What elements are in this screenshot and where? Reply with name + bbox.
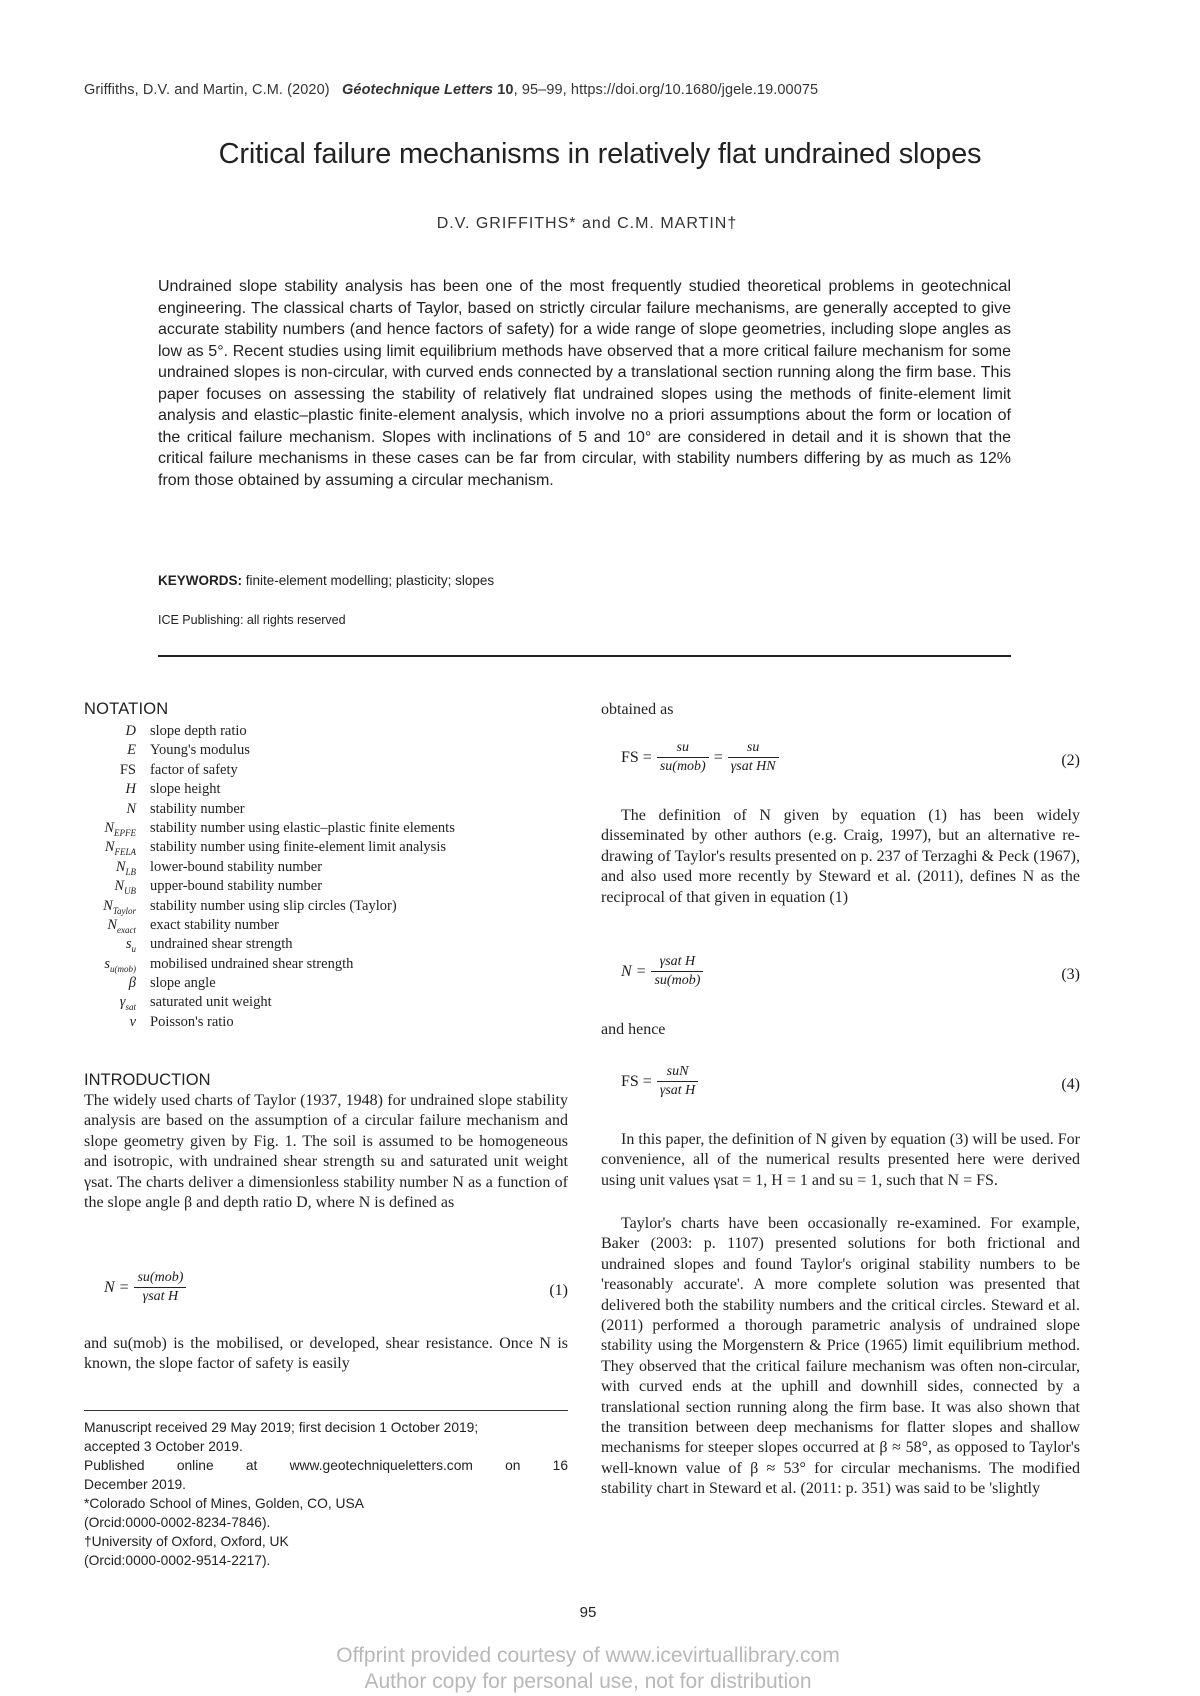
- notation-symbol: β: [128, 975, 136, 992]
- notation-item: [84, 723, 568, 742]
- manuscript-received: Manuscript received 29 May 2019; first decision 1 October 2019;: [84, 1420, 479, 1435]
- paper-title: Critical failure mechanisms in relatively flat undrained slopes: [218, 138, 982, 170]
- definition-used-paragraph: In this paper, the definition of N given by equation (3) will be used. For convenience, all of the numerical results presented here were derived using unit values γsat = 1, H = 1 and su = 1, such that N = FS.: [601, 1131, 1080, 1189]
- notation-symbol: $s_u$: [125, 936, 136, 955]
- eq3-number: (3): [1061, 966, 1080, 983]
- notation-item: [84, 820, 568, 839]
- notation-item: [84, 859, 568, 878]
- published-date: December 2019.: [84, 1477, 187, 1492]
- notation-description: factor of safety: [150, 761, 238, 778]
- notation-item: [84, 956, 568, 975]
- footnotes: [84, 1418, 568, 1570]
- eq1-numerator: su(mob): [134, 1270, 186, 1288]
- keywords-label: KEYWORDS:: [158, 573, 242, 588]
- notation-description: saturated unit weight: [150, 994, 272, 1011]
- eq2-denominator-1: su(mob): [659, 759, 706, 774]
- affiliation-2: †University of Oxford, Oxford, UK: [84, 1534, 289, 1549]
- introduction-heading: INTRODUCTION: [84, 1071, 211, 1089]
- notation-description: undrained shear strength: [150, 936, 293, 953]
- notation-item: [84, 781, 568, 800]
- journal-volume: 10: [497, 82, 514, 98]
- notation-description: slope depth ratio: [150, 723, 247, 739]
- notation-heading: NOTATION: [84, 700, 169, 718]
- taylor-reexamined-paragraph: Taylor's charts have been occasionally re-examined. For example, Baker (2003: p. 1107) presented solutions for both frictional and undrained slopes and found Taylor's original stability numbers to be 'reasonably accurate'. A more complete solution was presented that delivered both the stability numbers and the critical circles. Steward et al. (2011) performed a thorough parametric analysis of undrained slope stability using the Morgenstern & Price (1965) limit equilibrium method. They observed that the critical failure mechanism was often non-circular, with curved ends at the uphill and downhill sides, connected by a translational section running along the firm base. It was also shown that the transition between deep mechanisms for flatter slopes and shallow mechanisms for steeper slopes occurred at β ≈ 58°, as opposed to Taylor's well-known value of β ≈ 53° for circular mechanisms. The modified stability chart in Steward et al. (2011: p. 351) was said to be 'slightly: [601, 1215, 1080, 1498]
- eq2-numerator-2: su: [728, 740, 779, 758]
- notation-symbol: E: [127, 742, 136, 759]
- notation-description: stability number: [150, 800, 245, 817]
- notation-description: stability number using elastic–plastic finite elements: [150, 819, 455, 836]
- eq2-equals: =: [713, 748, 723, 766]
- notation-symbol: ν: [129, 1013, 136, 1030]
- page-number: 95: [579, 1604, 597, 1621]
- journal-name: Géotechnique Letters: [342, 82, 494, 98]
- notation-description: slope height: [150, 781, 221, 798]
- notation-symbol: H: [125, 781, 136, 798]
- publishing-rights: ICE Publishing: all rights reserved: [158, 613, 346, 627]
- notation-symbol: $s_{u(mob)}$: [104, 955, 136, 974]
- keywords-list: finite-element modelling; plasticity; slopes: [245, 573, 495, 588]
- orcid-2: (Orcid:0000-0002-9514-2217).: [84, 1553, 271, 1568]
- notation-item: [84, 839, 568, 858]
- offprint-notice: Offprint provided courtesy of www.icevirtuallibrary.com: [336, 1644, 840, 1667]
- notation-item: [84, 762, 568, 781]
- notation-description: Young's modulus: [150, 742, 250, 759]
- eq2-denominator-2: γsat HN: [730, 759, 776, 774]
- eq2-lhs: FS =: [621, 748, 652, 766]
- notation-item: [84, 936, 568, 955]
- notation-symbol: $N_{UB}$: [114, 878, 136, 897]
- eq2-number: (2): [1061, 752, 1080, 769]
- notation-description: exact stability number: [150, 916, 279, 933]
- notation-list: [84, 723, 568, 1033]
- notation-item: [84, 975, 568, 994]
- notation-description: upper-bound stability number: [150, 878, 323, 895]
- and-hence-text: and hence: [601, 1021, 666, 1038]
- citation-line: [84, 82, 818, 98]
- notation-item: [84, 801, 568, 820]
- introduction-paragraph-2: and su(mob) is the mobilised, or developed, shear resistance. Once N is known, the slope factor of safety is easily: [84, 1335, 568, 1373]
- abstract: Undrained slope stability analysis has been one of the most frequently studied theoretical problems in geotechnical engineering. The classical charts of Taylor, based on strictly circular failure mechanisms, are generally accepted to give accurate stability numbers (and hence factors of safety) for a wide range of slope geometries, including slope angles as low as 5°. Recent studies using limit equilibrium methods have observed that a more critical failure mechanism for some undrained slopes is non-circular, with curved ends connected by a translational section running along the firm base. This paper focuses on assessing the stability of relatively flat undrained slopes using the methods of finite-element limit analysis and elastic–plastic finite-element analysis, which involve no a priori assumptions about the form or location of the critical failure mechanism. Slopes with inclinations of 5 and 10° are considered in detail and it is shown that the critical failure mechanisms in these cases can be far from circular, with stability numbers differing by as much as 12% from those obtained by assuming a circular mechanism.: [158, 278, 1011, 489]
- notation-symbol: FS: [119, 761, 136, 778]
- published-online: Published online at www.geotechniqueletters.com on 16: [84, 1458, 568, 1473]
- notation-symbol: $N_{FELA}$: [104, 839, 136, 858]
- definition-paragraph: The definition of N given by equation (1) has been widely disseminated by other authors (e.g. Craig, 1997), but an alternative re-drawing of Taylor's results presented on p. 237 of Terzaghi & Peck (1967), and also used more recently by Steward et al. (2011), defines N as the reciprocal of that given in equation (1): [601, 807, 1080, 906]
- eq3-lhs: N =: [621, 962, 647, 980]
- personal-use-notice: Author copy for personal use, not for distribution: [364, 1670, 812, 1693]
- keywords-line: [158, 573, 494, 588]
- notation-symbol: $\gamma_{sat}$: [119, 994, 136, 1013]
- notation-item: [84, 878, 568, 897]
- eq4-lhs: FS =: [621, 1072, 652, 1090]
- eq4-numerator: suN: [657, 1064, 698, 1082]
- obtained-as-text: obtained as: [601, 701, 674, 718]
- eq4-number: (4): [1061, 1076, 1080, 1093]
- notation-section: [84, 700, 568, 1033]
- equation-4: [601, 1060, 1080, 1118]
- section-divider: [158, 655, 1011, 657]
- introduction-paragraph: The widely used charts of Taylor (1937, 1948) for undrained slope stability analysis are based on the assumption of a circular failure mechanism and slope geometry given by Fig. 1. The soil is assumed to be homogeneous and isotropic, with undrained shear strength su and saturated unit weight γsat. The charts deliver a dimensionless stability number N as a function of the slope angle β and depth ratio D, where N is defined as: [84, 1092, 568, 1212]
- eq1-number: (1): [549, 1282, 568, 1299]
- eq4-denominator: γsat H: [659, 1083, 696, 1098]
- notation-description: lower-bound stability number: [150, 858, 323, 875]
- eq1-lhs: N =: [104, 1278, 130, 1296]
- orcid-1: (Orcid:0000-0002-8234-7846).: [84, 1515, 271, 1530]
- eq1-denominator: γsat H: [142, 1289, 179, 1304]
- notation-item: [84, 917, 568, 936]
- notation-item: [84, 1014, 568, 1033]
- notation-item: [84, 898, 568, 917]
- eq2-numerator-1: su: [657, 740, 709, 758]
- notation-symbol: N: [126, 800, 136, 817]
- footnote-divider: [84, 1410, 568, 1411]
- notation-description: slope angle: [150, 975, 216, 992]
- notation-symbol: $N_{Taylor}$: [103, 897, 136, 916]
- eq3-numerator: γsat H: [651, 954, 703, 972]
- affiliation-1: *Colorado School of Mines, Golden, CO, USA: [84, 1496, 364, 1511]
- notation-description: mobilised undrained shear strength: [150, 955, 354, 972]
- notation-symbol: $N_{exact}$: [107, 916, 136, 935]
- equation-3: [601, 950, 1080, 1008]
- notation-description: Poisson's ratio: [150, 1013, 234, 1030]
- author-line: D.V. GRIFFITHS* and C.M. MARTIN†: [436, 215, 738, 232]
- notation-item: [84, 994, 568, 1013]
- citation-doi: , 95–99, https://doi.org/10.1680/jgele.19.00075: [513, 82, 819, 98]
- notation-symbol: $N_{LB}$: [115, 858, 136, 877]
- citation-authors: Griffiths, D.V. and Martin, C.M. (2020): [84, 82, 330, 98]
- notation-symbol: $N_{EPFE}$: [104, 819, 136, 838]
- eq3-denominator: su(mob): [654, 973, 701, 988]
- notation-description: stability number using slip circles (Taylor): [150, 897, 397, 914]
- manuscript-accepted: accepted 3 October 2019.: [84, 1439, 243, 1454]
- equation-2: [601, 736, 1080, 794]
- notation-description: stability number using finite-element limit analysis: [150, 839, 446, 856]
- equation-1: [84, 1266, 568, 1326]
- notation-symbol: D: [125, 723, 136, 739]
- notation-item: [84, 742, 568, 761]
